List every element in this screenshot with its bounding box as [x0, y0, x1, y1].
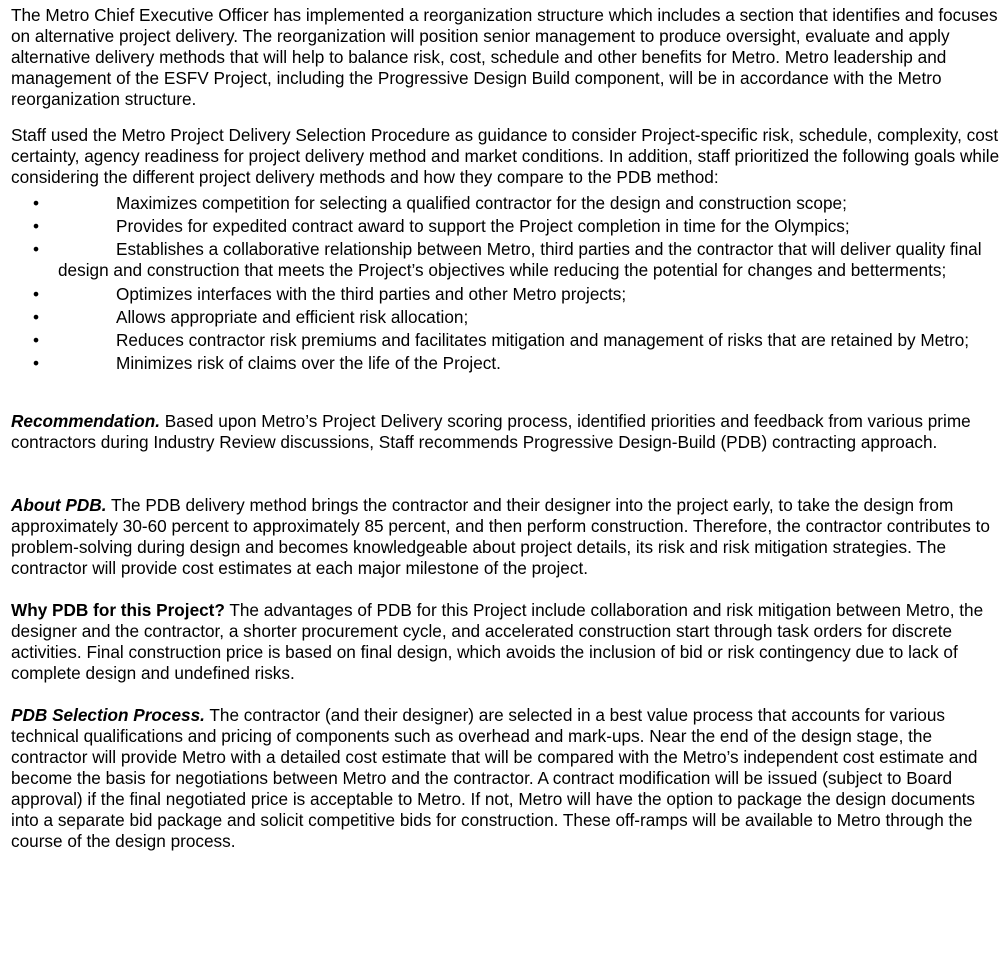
why-pdb-text: The advantages of PDB for this Project include collaboration and risk mitigation between Metro, the designer and the contractor, a shorter procurement cycle, and accelerated construction start through task orders for discrete activities. Final construction price is based on final design, which avoids the inclusion of bid or risk contingency due to lack of complete design and undefined risks.: [11, 600, 984, 684]
bullet-icon: •: [33, 216, 40, 237]
intro-paragraph-1: The Metro Chief Executive Officer has implemented a reorganization structure which includes a section that identifies and focuses on alternative project delivery. The reorganization will position senior management to produce oversight, evaluate and apply alternative delivery methods that will help to balance risk, cost, schedule and other benefits for Metro. Metro leadership and management of the ESFV Project, including the Progressive Design Build component, will be in accordance with the Metro reorganization structure.: [11, 5, 998, 109]
bullet-icon: •: [33, 306, 40, 327]
pdb-selection-section: [11, 705, 1001, 852]
goal-text: Optimizes interfaces with the third parties and other Metro projects;: [116, 283, 627, 304]
recommendation-text: Based upon Metro’s Project Delivery scoring process, identified priorities and feedback from various prime contractors during Industry Review discussions, Staff recommends Progressive Design-Build (PDB) contracting approach.: [11, 411, 971, 453]
pdb-selection-heading: PDB Selection Process.: [11, 705, 205, 726]
goal-item: [11, 330, 1001, 351]
bullet-icon: •: [33, 353, 40, 374]
why-pdb-heading: Why PDB for this Project?: [11, 600, 225, 621]
about-pdb-heading: About PDB.: [11, 495, 107, 516]
about-pdb-section: [11, 495, 1001, 579]
goal-text: Maximizes competition for selecting a qualified contractor for the design and construction scope;: [116, 193, 847, 213]
goal-item: [11, 284, 1001, 305]
goal-item: [11, 193, 1001, 214]
pdb-selection-text: The contractor (and their designer) are selected in a best value process that accounts for various technical qualifications and pricing of components such as overhead and mark-ups. Near the end of the design stage, the contractor will provide Metro with a detailed cost estimate that will be compared with the Metro’s independent cost estimate and become the basis for negotiations between Metro and the contractor. A contract modification will be issued (subject to Board approval) if the final negotiated price is acceptable to Metro. If not, Metro will have the option to package the design documents into a separate bid package and solicit competitive bids for construction. These off-ramps will be available to Metro through the course of the design process.: [11, 705, 978, 852]
goal-item: [11, 239, 1001, 281]
goal-item: [11, 353, 1001, 374]
about-pdb-text: The PDB delivery method brings the contractor and their designer into the project early, to take the design from approximately 30-60 percent to approximately 85 percent, and then perform construction. Therefore, the contractor contributes to problem-solving during design and becomes knowledgeable about project details, its risk and risk mitigation strategies. The contractor will provide cost estimates at each major milestone of the project.: [11, 495, 990, 579]
goal-text: Allows appropriate and efficient risk allocation;: [116, 306, 469, 327]
goal-text: Minimizes risk of claims over the life of the Project.: [116, 353, 501, 374]
goals-list: [11, 193, 1001, 374]
intro-paragraph-2: Staff used the Metro Project Delivery Selection Procedure as guidance to consider Project-specific risk, schedule, complexity, cost certainty, agency readiness for project delivery method and market conditions. In addition, staff prioritized the following goals while considering the different project delivery methods and how they compare to the PDB method:: [11, 125, 1000, 187]
bullet-icon: •: [33, 239, 40, 260]
goal-text: Provides for expedited contract award to support the Project completion in time for the Olympics;: [116, 216, 850, 237]
recommendation-section: [11, 411, 1001, 453]
why-pdb-section: [11, 600, 1001, 684]
goal-item: [11, 216, 1001, 237]
recommendation-heading: Recommendation.: [11, 411, 160, 432]
bullet-icon: •: [33, 193, 40, 213]
document-page: [11, 5, 1001, 852]
goal-item: [11, 307, 1001, 328]
goal-text: Reduces contractor risk premiums and facilitates mitigation and management of risks that are retained by Metro;: [116, 329, 970, 350]
goal-text: Establishes a collaborative relationship between Metro, third parties and the contractor that will deliver quality final design and construction that meets the Project’s objectives while reducing the potential for changes and betterments;: [58, 239, 982, 281]
bullet-icon: •: [33, 283, 40, 304]
bullet-icon: •: [33, 329, 40, 350]
